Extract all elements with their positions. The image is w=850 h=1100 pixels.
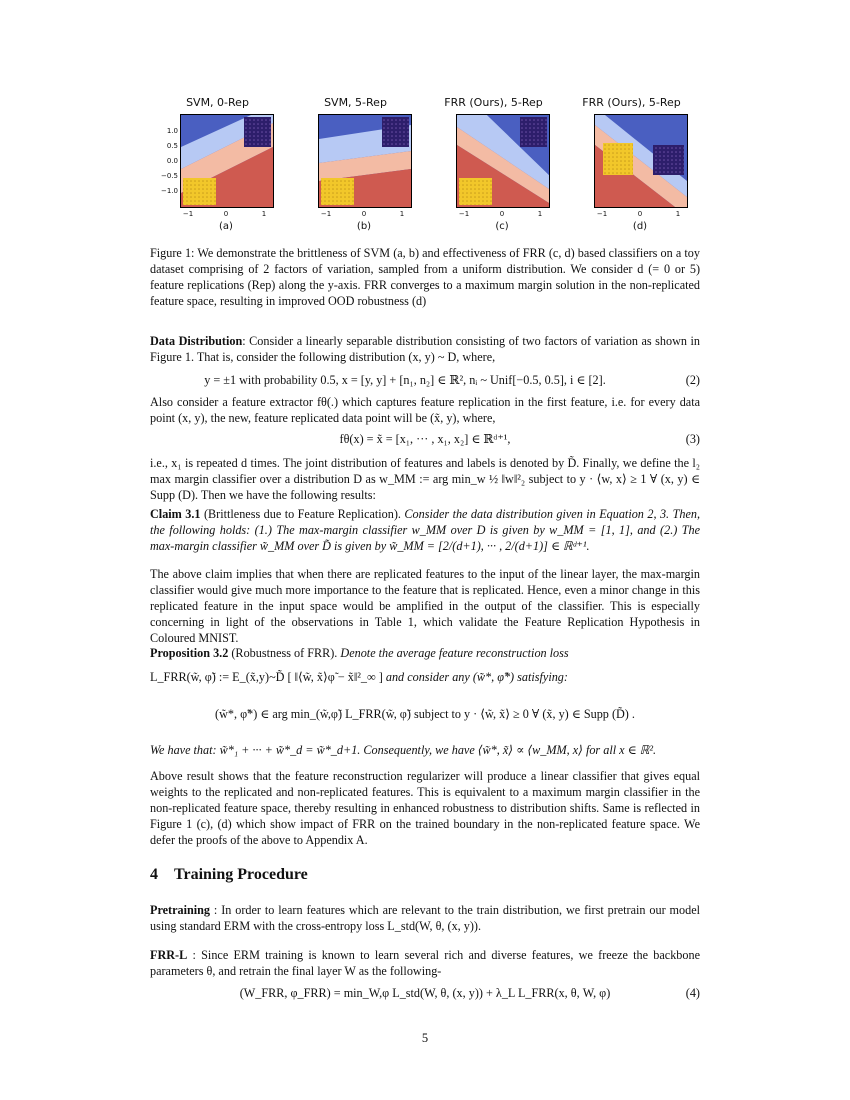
frrl-paragraph — [150, 947, 700, 979]
claim-implication-paragraph: The above claim implies that when there are replicated features to the input of the linear layer, the max-margin classifier would give much more importance to the feature that is replicated. Hence, even a minor change in this replicated feature in the input space would be amplified in the output of the classifier. This is especially concerning in light of the observations in Table 1, which validate the Feature Replication Hypothesis in Coloured MNIST. — [150, 567, 700, 645]
proposition-text-2: and consider any (w̃*, φ̃*) satisfying: — [382, 670, 568, 684]
claim-label: Claim 3.1 — [150, 507, 201, 521]
panel-a — [150, 94, 285, 234]
figure-1 — [150, 94, 700, 240]
data-distribution-paragraph — [150, 333, 700, 365]
proposition-title: (Robustness of FRR). — [228, 646, 341, 660]
pretraining-paragraph — [150, 902, 700, 934]
section-title: Training Procedure — [174, 866, 308, 883]
paragraph-heading: Pretraining — [150, 903, 211, 917]
x-tick: 1 — [675, 210, 681, 218]
above-result-paragraph: Above result shows that the feature reconstruction regularizer will produce a linear classifier that gives equal weights to the replicated and non-replicated features. This is equivalent to a maximum margin classifier in the non-replicated feature space, thereby resulting in enhanced robustness to distribution shifts. Same is reflected in Figure 1 (c), (d) which show impact of FRR on the trained boundary in the non-replicated feature space. We defer the proofs of the above to Appendix A. — [150, 769, 700, 847]
equation-3 — [150, 431, 700, 447]
page-number: 5 — [421, 1031, 429, 1045]
panel-label: (d) — [632, 221, 648, 232]
panel-label: (a) — [219, 221, 233, 232]
y-tick: −1.0 — [161, 187, 178, 195]
loss-definition: L_FRR(w̃, φ̃) := E_(x̃,y)~D̃ [ ‖⟨w̃, x̃⟩φ̃ − x̃‖²_∞ ] — [150, 670, 383, 684]
panel-title: SVM, 0-Rep — [186, 96, 249, 109]
proposition-equation — [150, 706, 700, 722]
y-tick: 0.5 — [166, 142, 178, 150]
panel-title: SVM, 5-Rep — [324, 96, 387, 109]
proposition-loss-line — [150, 669, 700, 685]
section-number: 4 — [150, 866, 158, 883]
equation-4 — [150, 985, 700, 1001]
decision-boundary-plot — [594, 114, 688, 208]
equation-body: (W_FRR, φ_FRR) = min_W,φ L_std(W, θ, (x, y)) + λ_L L_FRR(x, θ, W, φ) — [239, 986, 611, 1000]
x-tick: 0 — [637, 210, 643, 218]
panel-b — [288, 94, 423, 234]
equation-number: (4) — [685, 986, 700, 1000]
panel-d — [564, 94, 699, 234]
proposition-label: Proposition 3.2 — [150, 646, 229, 660]
joint-distribution-paragraph: i.e., x₁ is repeated d times. The joint distribution of features and labels is denoted by D̃. Finally, we define the l₂ max margin classifier over a distribution D as w_MM := arg min_w ½ ‖w‖²₂ subject to y · ⟨w, x⟩ ≥ 1 ∀ (x, y) ∈ Supp (D). Then we have the following results: — [150, 456, 700, 502]
x-tick: 1 — [399, 210, 405, 218]
x-tick: −1 — [458, 210, 470, 218]
figure-caption: Figure 1: We demonstrate the brittleness of SVM (a, b) and effectiveness of FRR (c, d) based classifiers on a toy dataset comprising of 2 factors of variation, sampled from a uniform distribution. We consider d (= 0 or 5) feature replications (Rep) along the y-axis. FRR converges to a maximum margin solution in the non-replicated feature space, resulting in improved OOD robustness (d) — [150, 246, 700, 308]
equation-body: y = ±1 with probability 0.5, x = [y, y] + [n₁, n₂] ∈ ℝ², nᵢ ~ Unif[−0.5, 0.5], i ∈ [2]. — [204, 373, 606, 387]
decision-boundary-plot — [456, 114, 550, 208]
x-tick: −1 — [182, 210, 194, 218]
y-tick: 0.0 — [166, 157, 178, 165]
decision-boundary-plot — [180, 114, 274, 208]
x-tick: 1 — [261, 210, 267, 218]
claim-title: (Brittleness due to Feature Replication). — [200, 507, 405, 521]
equation-body: (w̃*, φ̃*) ∈ arg min_(w̃,φ̃) L_FRR(w̃, φ̃) subject to y · ⟨w̃, x̃⟩ ≥ 0 ∀ (x̃, y) ∈ Supp (D̃) . — [215, 707, 635, 721]
y-tick: 1.0 — [166, 127, 178, 135]
proposition-text: Denote the average feature reconstruction loss — [340, 646, 569, 660]
y-tick: −0.5 — [161, 172, 178, 180]
claim-3-1 — [150, 506, 700, 554]
proposition-3-2 — [150, 645, 700, 685]
paragraph-heading: Data Distribution — [150, 334, 243, 348]
equation-2 — [150, 372, 700, 388]
paragraph-text: : Consider a linearly separable distribution consisting of two factors of variation as shown in Figure 1. That is, consider the following distribution (x, y) ~ D, where, — [150, 334, 700, 364]
decision-boundary-plot — [318, 114, 412, 208]
panel-label: (b) — [356, 221, 372, 232]
x-tick: −1 — [596, 210, 608, 218]
x-tick: 1 — [537, 210, 543, 218]
x-tick: 0 — [499, 210, 505, 218]
proposition-conclusion — [150, 742, 700, 758]
equation-body: fθ(x) = x̃ = [x₁, ··· , x₁, x₂] ∈ ℝᵈ⁺¹, — [339, 432, 511, 446]
feature-extractor-paragraph: Also consider a feature extractor fθ(.) which captures feature replication in the first feature, i.e. for every data point (x, y), the new, feature replicated data point will be (x̃, y), where, — [150, 395, 700, 425]
paragraph-text: : In order to learn features which are relevant to the train distribution, we first pretrain our model using standard ERM with the cross-entropy loss L_std(W, θ, (x, y)). — [150, 903, 700, 933]
panel-label: (c) — [495, 221, 509, 232]
claim-text: Consider the data distribution given in Equation 2, 3. Then, the following holds: (1.) The max-margin classifier w_MM over D is given by w_MM = [1, 1], and (2.) The max-margin classifier w̃_MM over D̃ is given by w̃_MM = [2/(d+1), ··· , 2/(d+1)] ∈ ℝᵈ⁺¹. — [150, 507, 700, 553]
x-tick: 0 — [361, 210, 367, 218]
paragraph-heading: FRR-L — [150, 948, 188, 962]
panel-title: FRR (Ours), 5-Rep — [582, 96, 681, 109]
panel-c — [426, 94, 561, 234]
paragraph-text: : Since ERM training is known to learn several rich and diverse features, we freeze the backbone parameters θ, and retrain the final layer W as the following- — [150, 948, 700, 978]
equation-number: (3) — [685, 432, 700, 446]
equation-number: (2) — [685, 373, 700, 387]
section-heading — [150, 866, 308, 884]
x-tick: 0 — [223, 210, 229, 218]
x-tick: −1 — [320, 210, 332, 218]
conclusion-text: We have that: w̃*₁ + ··· + w̃*_d = w̃*_d+1. Consequently, we have ⟨w̃*, x̃⟩ ∝ ⟨w_MM, x⟩ for all x ∈ ℝ². — [150, 743, 657, 757]
panel-title: FRR (Ours), 5-Rep — [444, 96, 543, 109]
